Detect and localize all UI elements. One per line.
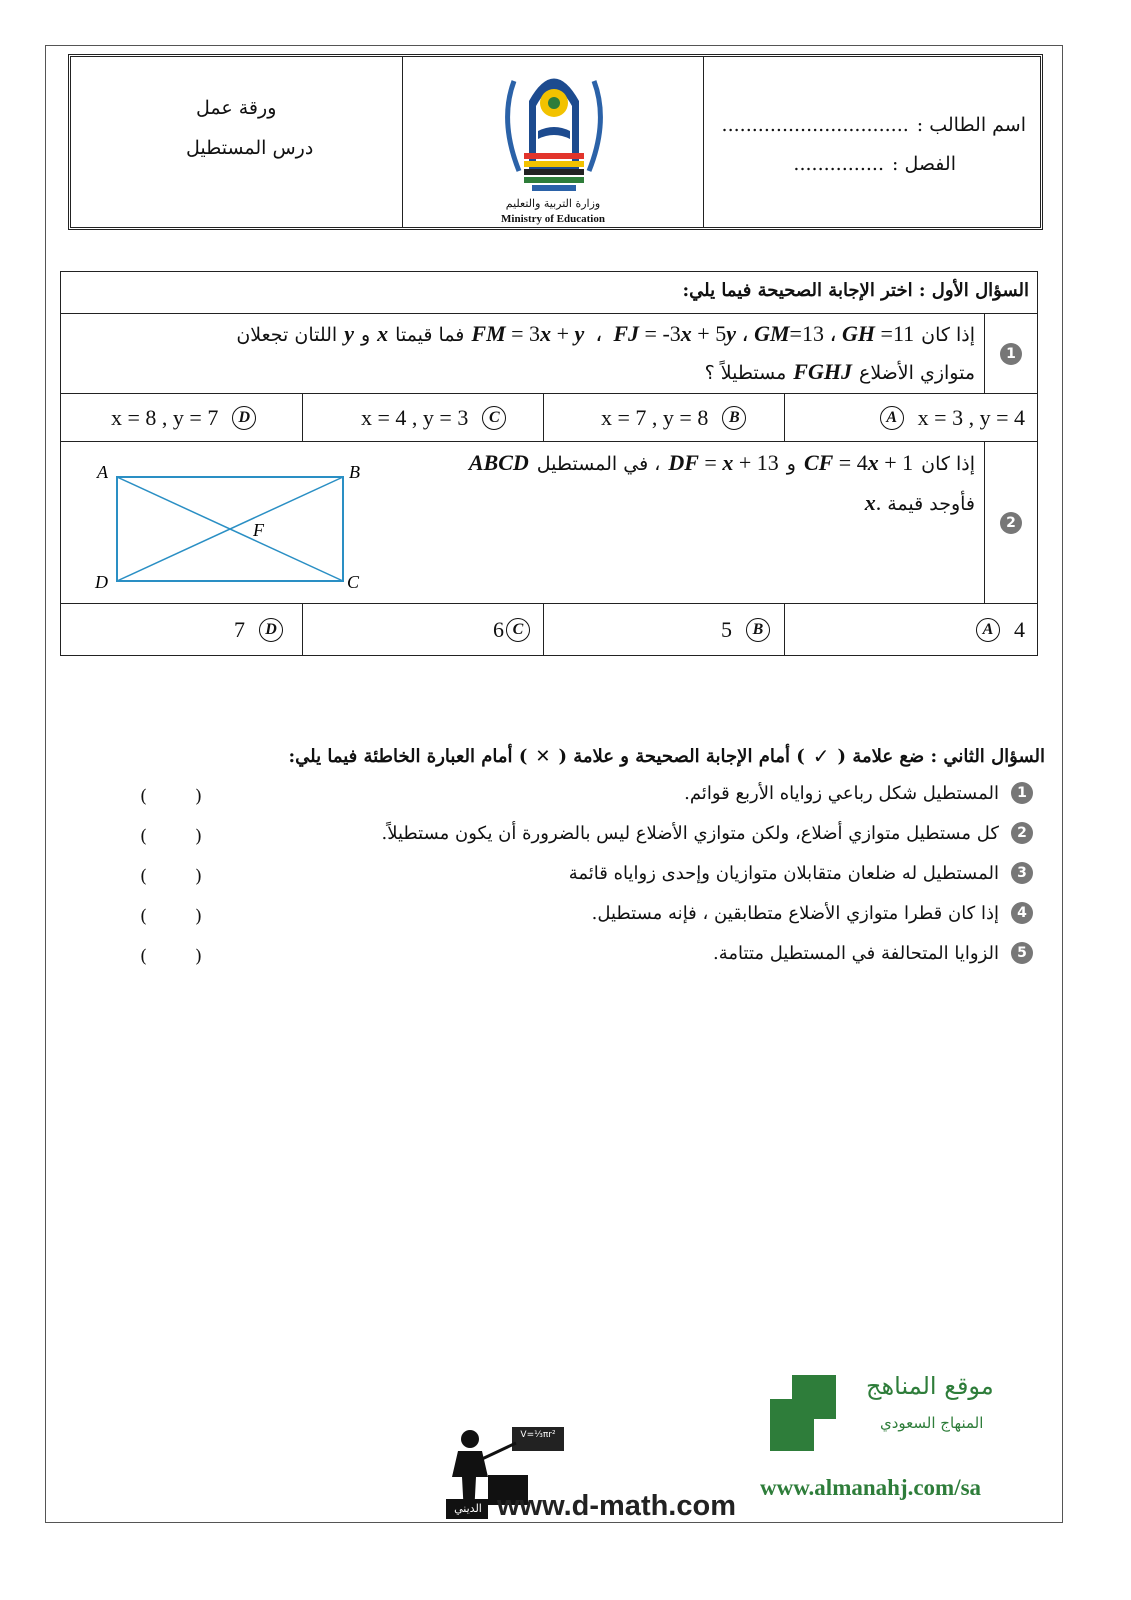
option-letter: B xyxy=(746,618,770,642)
intersection-label-f: F xyxy=(253,520,264,540)
q2-answer-box-1[interactable] xyxy=(140,786,202,807)
header-logo-cell xyxy=(402,57,704,227)
option-letter: A xyxy=(976,618,1000,642)
option-text: 7 xyxy=(234,616,245,642)
paren-close: ) xyxy=(194,826,202,847)
class-dots[interactable]: ............... xyxy=(793,153,884,175)
q2-item-number: 3 xyxy=(1011,862,1033,884)
option-text: x = 4 , y = 3 xyxy=(361,404,469,430)
q1-item1-row xyxy=(61,313,1037,393)
q2-item-5 xyxy=(713,942,1033,964)
q1-item2-row xyxy=(61,441,1037,603)
dmath-url-link[interactable]: www.d-math.com xyxy=(497,1490,736,1522)
q1-heading-row xyxy=(61,272,1037,313)
q2-answer-box-5[interactable] xyxy=(140,946,202,967)
class-label: الفصل : xyxy=(892,153,956,175)
q2-heading xyxy=(288,744,1045,768)
header-box xyxy=(68,54,1043,230)
q1-item1-number: 1 xyxy=(1000,343,1022,365)
q1-item1-option-a[interactable] xyxy=(880,394,1025,441)
q2-item-text: الزوايا المتحالفة في المستطيل متتامة. xyxy=(713,942,999,964)
q1-item1-var-x: x xyxy=(377,321,389,346)
vertex-label-c: C xyxy=(347,572,360,590)
option-letter: A xyxy=(880,406,904,430)
class-row xyxy=(793,153,956,175)
q2-item-text: كل مستطيل متوازي أضلاع، ولكن متوازي الأضلاع ليس بالضرورة أن يكون مستطيلاً. xyxy=(381,822,999,844)
dmath-board-formula: V=⅓πr² xyxy=(520,1430,556,1440)
q1-item2-number-cell xyxy=(984,442,1037,603)
option-text: x = 7 , y = 8 xyxy=(601,404,709,430)
q1-item1-line2 xyxy=(705,359,975,385)
vertex-label-a: A xyxy=(97,462,108,482)
q1-item1-options-row xyxy=(61,393,1037,441)
lesson-title: درس المستطيل xyxy=(186,137,314,159)
q2-item-3 xyxy=(569,862,1033,884)
logo-caption-ar: وزارة التربية والتعليم xyxy=(505,197,601,210)
student-name-row xyxy=(722,114,1026,136)
q2-item-number: 2 xyxy=(1011,822,1033,844)
vertex-label-b: B xyxy=(349,462,360,482)
q2-item-text: المستطيل شكل رباعي زواياه الأربع قوائم. xyxy=(684,782,999,804)
q2-heading-part1: السؤال الثاني : ضع علامة ( xyxy=(837,745,1045,767)
question1-table xyxy=(60,271,1038,656)
q2-item-number: 4 xyxy=(1011,902,1033,924)
q2-item-2 xyxy=(381,822,1033,844)
q1-item2-option-c[interactable] xyxy=(493,604,530,655)
q1-item2-option-a[interactable] xyxy=(976,604,1025,655)
q1-heading: السؤال الأول : اختر الإجابة الصحيحة فيما يلي: xyxy=(682,280,1029,301)
q1-item2-prefix: إذا كان xyxy=(921,453,975,475)
q2-answer-box-3[interactable] xyxy=(140,866,202,887)
q1-item2-suffix: ، في المستطيل xyxy=(536,453,661,475)
paren-close: ) xyxy=(194,906,202,927)
q2-item-4 xyxy=(592,902,1033,924)
q1-item2-line1 xyxy=(469,450,975,476)
option-text: 4 xyxy=(1014,616,1025,642)
q1-item1-mid: فما قيمتا xyxy=(395,324,465,346)
option-text: 6 xyxy=(493,616,504,642)
option-letter: D xyxy=(232,406,256,430)
almanahj-url-link[interactable]: www.almanahj.com/sa xyxy=(760,1475,982,1500)
q2-item-number: 1 xyxy=(1011,782,1033,804)
q1-item1-option-d[interactable] xyxy=(111,394,256,441)
student-name-dots[interactable]: ............................... xyxy=(721,114,909,136)
q1-item2-option-b[interactable] xyxy=(721,604,770,655)
q1-item1-equations: FM = 3x + y ، FJ = -3x + 5y ، GM=13 ، GH =11 xyxy=(471,321,915,346)
option-text: x = 3 , y = 4 xyxy=(917,404,1025,430)
paren-close: ) xyxy=(194,866,202,887)
cross-mark-icon: ✕ xyxy=(535,745,551,767)
q1-item1-and: و xyxy=(360,324,371,346)
paren-open: ( xyxy=(140,906,148,927)
option-text: x = 8 , y = 7 xyxy=(111,404,219,430)
q2-item-text: إذا كان قطرا متوازي الأضلاع متطابقين ، فإنه مستطيل. xyxy=(591,902,999,924)
q2-item-1 xyxy=(684,782,1033,804)
q1-item2-df: DF = x + 13 xyxy=(668,450,779,475)
check-mark-icon: ✓ xyxy=(812,744,830,768)
q1-item1-var-y: y xyxy=(344,321,354,346)
q2-heading-part2: ) أمام الإجابة الصحيحة و علامة ( xyxy=(558,745,805,767)
q1-item1-fghj: FGHJ xyxy=(793,359,852,384)
q1-item1-line2-suffix: مستطيلاً ؟ xyxy=(704,362,787,384)
option-letter: B xyxy=(722,406,746,430)
q1-item1-line1 xyxy=(236,321,975,347)
q1-item2-option-d[interactable] xyxy=(234,604,283,655)
q2-answer-box-2[interactable] xyxy=(140,826,202,847)
q1-item1-option-c[interactable] xyxy=(361,394,506,441)
option-letter: C xyxy=(506,618,530,642)
q2-item-number: 5 xyxy=(1011,942,1033,964)
option-text: 5 xyxy=(721,616,732,642)
q1-item2-abcd: ABCD xyxy=(468,450,529,475)
option-letter: C xyxy=(482,406,506,430)
header-title-cell xyxy=(71,57,402,227)
q2-item-text: المستطيل له ضلعان متقابلان متوازيان وإحدى زواياه قائمة xyxy=(568,862,999,884)
paren-close: ) xyxy=(194,786,202,807)
paren-open: ( xyxy=(140,826,148,847)
q1-item1-suffix: اللتان تجعلان xyxy=(236,324,338,346)
q2-heading-part3: ) أمام العبارة الخاطئة فيما يلي: xyxy=(288,745,528,767)
q1-item2-options-row xyxy=(61,603,1037,655)
vertex-label-d: D xyxy=(95,572,108,590)
q2-answer-box-4[interactable] xyxy=(140,906,202,927)
q1-item1-number-cell xyxy=(984,314,1037,393)
q1-item2-line2-text: فأوجد قيمة xyxy=(887,493,975,515)
header-student-cell xyxy=(704,57,1040,227)
paren-close: ) xyxy=(194,946,202,967)
almanahj-subtitle: المنهاج السعودي xyxy=(880,1414,984,1432)
ministry-logo-icon xyxy=(484,61,624,201)
almanahj-title: موقع المناهج xyxy=(866,1372,994,1400)
q1-item2-cf: CF = 4x + 1 xyxy=(803,450,914,475)
q1-item1-option-b[interactable] xyxy=(601,394,746,441)
paren-open: ( xyxy=(140,786,148,807)
option-letter: D xyxy=(259,618,283,642)
q1-item1-prefix: إذا كان xyxy=(921,324,975,346)
dmath-badge: الديني xyxy=(454,1502,482,1515)
paren-open: ( xyxy=(140,946,148,967)
almanahj-logo-icon xyxy=(770,1375,838,1451)
q1-item2-line2 xyxy=(865,490,975,516)
q1-item2-var-x: x. xyxy=(864,490,882,515)
student-name-label: اسم الطالب : xyxy=(916,114,1026,136)
q1-item1-line2-prefix: متوازي الأضلاع xyxy=(858,362,975,384)
worksheet-title: ورقة عمل xyxy=(196,97,277,119)
rectangle-diagram xyxy=(91,450,391,590)
q1-item2-number: 2 xyxy=(1000,512,1022,534)
paren-open: ( xyxy=(140,866,148,887)
logo-caption-en: Ministry of Education xyxy=(501,213,605,225)
q1-item2-and: و xyxy=(786,453,796,475)
